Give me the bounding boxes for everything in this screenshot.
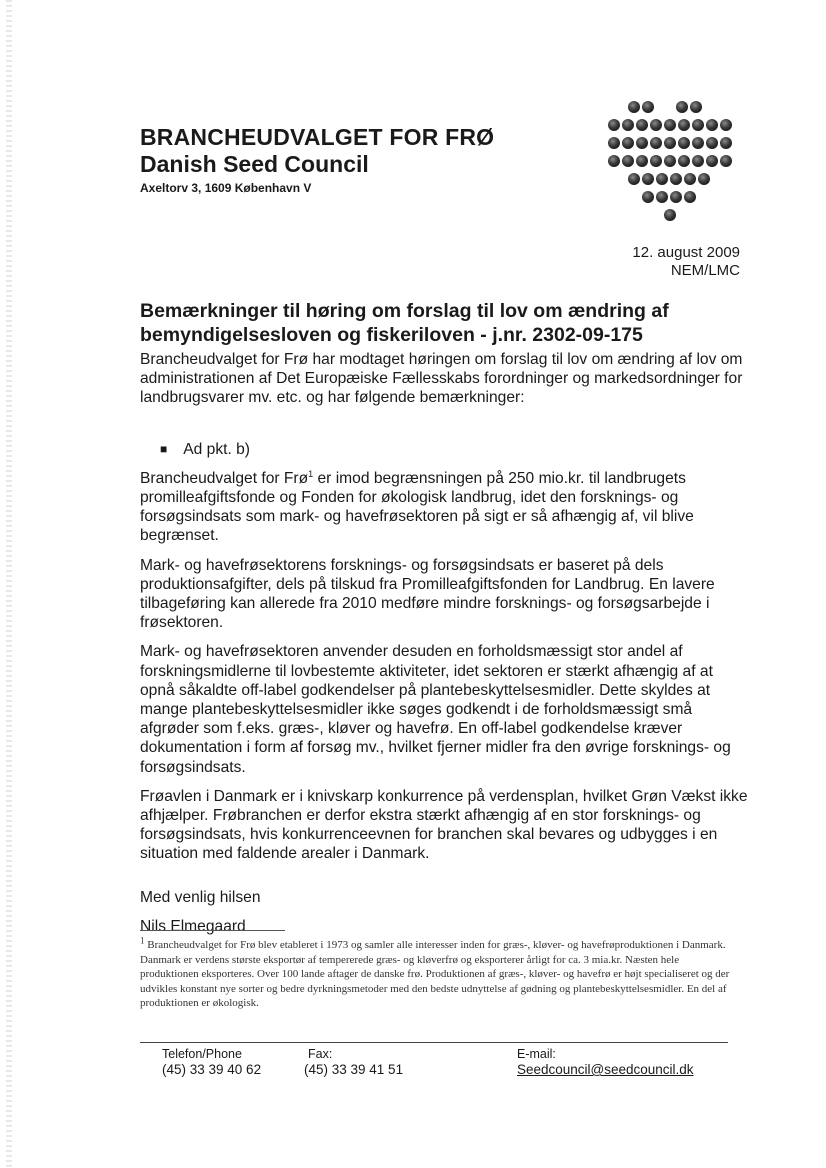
logo-seed-dot: [636, 119, 648, 131]
bullet-item: [160, 440, 750, 459]
reference-initials: NEM/LMC: [670, 262, 740, 279]
phone-label: Telefon/Phone: [162, 1047, 242, 1061]
fax-label: Fax:: [308, 1047, 333, 1061]
logo-seed-dot: [650, 119, 662, 131]
logo-seed-dot: [664, 209, 676, 221]
logo-seed-dot: [678, 137, 690, 149]
logo-seed-dot: [692, 137, 704, 149]
paragraph-1-start: Brancheudvalget for Frø: [140, 469, 309, 487]
logo-seed-dot: [622, 155, 634, 167]
footnote: [140, 935, 730, 1011]
logo-seed-dot: [656, 191, 668, 203]
org-address: Axeltorv 3, 1609 København V: [140, 181, 312, 195]
logo-seed-dot: [622, 137, 634, 149]
logo-seed-dot: [628, 173, 640, 185]
logo-seed-dot: [692, 155, 704, 167]
logo-seed-dot: [608, 137, 620, 149]
subject-line-1: Bemærkninger til høring om forslag til lov om ændring af: [140, 300, 669, 322]
logo-seed-dot: [608, 155, 620, 167]
logo-seed-dot: [664, 119, 676, 131]
logo-seed-dot: [706, 119, 718, 131]
date-block: [632, 244, 740, 280]
logo-seed-dot: [720, 155, 732, 167]
subject-line-2: bemyndigelsesloven og fiskeriloven - j.nr. 2302-09-175: [140, 324, 643, 346]
logo-seed-dot: [642, 173, 654, 185]
logo-seed-dot: [676, 101, 688, 113]
logo-seed-dot: [650, 155, 662, 167]
logo-seed-dot: [720, 119, 732, 131]
logo-seed-dot: [636, 137, 648, 149]
logo-seed-dot: [650, 137, 662, 149]
logo-seed-dot: [678, 119, 690, 131]
subject-heading: [140, 299, 760, 347]
email-link[interactable]: Seedcouncil@seedcouncil.dk: [517, 1062, 694, 1077]
logo-seed-dot: [622, 119, 634, 131]
intro-paragraph: Brancheudvalget for Frø har modtaget høringen om forslag til lov om ændring af lov om administrationen af Det Europæiske Fællesskabs forordninger og markedsordninger for landbrugsvarer mv. etc. og har følgende bemærkninger:: [140, 351, 743, 407]
phone-number: (45) 33 39 40 62: [162, 1062, 262, 1077]
scan-edge: [6, 0, 12, 1168]
logo-seed-dot: [664, 137, 676, 149]
contact-email: [517, 1046, 694, 1078]
logo-seed-dot: [692, 119, 704, 131]
seed-heart-logo: [604, 95, 744, 225]
letter-body: [140, 350, 750, 946]
fax-number: (45) 33 39 41 51: [304, 1062, 404, 1077]
contact-phone: [162, 1046, 261, 1078]
bullet-icon: ■: [160, 441, 168, 456]
logo-seed-dot: [684, 173, 696, 185]
org-name-english: Danish Seed Council: [140, 151, 369, 177]
logo-seed-dot: [670, 173, 682, 185]
logo-seed-dot: [706, 137, 718, 149]
logo-seed-dot: [684, 191, 696, 203]
logo-seed-dot: [698, 173, 710, 185]
paragraph-2: Mark- og havefrøsektorens forsknings- og forsøgsindsats er baseret på dels produktionsafgifter, dels på tilskud fra Promilleafgiftsfonden for Landbrug. En lavere tilbageføring kan allerede fra 2010 medføre mindre forsknings- og forsøgsarbejde i frøsektoren.: [140, 556, 715, 632]
email-label: E-mail:: [517, 1047, 556, 1061]
logo-seed-dot: [642, 101, 654, 113]
signature-block: [140, 888, 750, 936]
paragraph-1-rest: er imod begrænsningen på 250 mio.kr. til landbrugets promilleafgiftsfonde og Fonden for økologisk landbrug, idet den forsknings- og forsøgsindsats som mark- og havefrøsektoren på sigt er så afhængig af, vil blive begrænset.: [140, 469, 694, 545]
logo-seed-dot: [608, 119, 620, 131]
footer-divider: [140, 1042, 728, 1043]
org-name-danish: BRANCHEUDVALGET FOR FRØ: [140, 124, 495, 150]
logo-seed-dot: [670, 191, 682, 203]
bullet-text: Ad pkt. b): [183, 440, 250, 458]
logo-seed-dot: [656, 173, 668, 185]
signer-name: Nils Elmegaard: [140, 917, 246, 935]
paragraph-3: Mark- og havefrøsektoren anvender desuden en forholdsmæssigt stor andel af forskningsmidlerne til lovbestemte aktiviteter, idet sektoren er stærkt afhængig af at opnå såkaldte off-label godkendelser på plantebeskyttelsesmidler. Dette skyldes at mange plantebeskyttelsesmidler ikke søges godkendt i de forholdsmæssigt små afgrøder som f.eks. græs-, kløver og havefrø. En off-label godkendelse kræver dokumentation i form af forsøg mv., hvilket fjerner midler fra den øvrige forsknings- og forsøgsindsats.: [140, 643, 731, 776]
letterhead: [140, 124, 494, 195]
paragraph-4: Frøavlen i Danmark er i knivskarp konkurrence på verdensplan, hvilket Grøn Vækst ikke afhjælper. Frøbranchen er derfor ekstra stærkt afhængig af en stor forsknings- og forsøgsindsats, hvis konkurrenceevnen for branchen skal bevares og udbygges i en situation med faldende arealer i Danmark.: [140, 787, 748, 863]
logo-seed-dot: [720, 137, 732, 149]
logo-seed-dot: [636, 155, 648, 167]
logo-seed-dot: [664, 155, 676, 167]
footnote-divider: [140, 930, 285, 931]
paragraph-1: [140, 469, 750, 546]
footnote-text: Brancheudvalget for Frø blev etableret i 1973 og samler alle interesser inden for græs-, kløver- og havefrøproduktionen i Danmark. Danmark er verdens største eksportør af tempererede græs- og kløverfrø og eksporterer årligt for ca. 3 mia.kr. Næsten hele produktionen eksporteres. Over 100 lande aftager de danske frø. Produktionen af græs-, kløver- og havefrø er højt specialiseret og der udvikles konstant nye sorter og bedre dyrkningsmetoder med den bedste udnyttelse af gødning og plantebeskyttelsesmidler. En del af produktionen er økologisk.: [140, 939, 730, 1009]
logo-seed-dot: [690, 101, 702, 113]
closing: Med venlig hilsen: [140, 888, 261, 906]
contact-fax: [304, 1046, 403, 1078]
letter-date: 12. august 2009: [632, 244, 740, 261]
footnote-ref: 1: [308, 468, 314, 479]
logo-seed-dot: [678, 155, 690, 167]
logo-seed-dot: [642, 191, 654, 203]
logo-seed-dot: [628, 101, 640, 113]
logo-seed-dot: [706, 155, 718, 167]
footnote-mark: 1: [140, 935, 145, 946]
